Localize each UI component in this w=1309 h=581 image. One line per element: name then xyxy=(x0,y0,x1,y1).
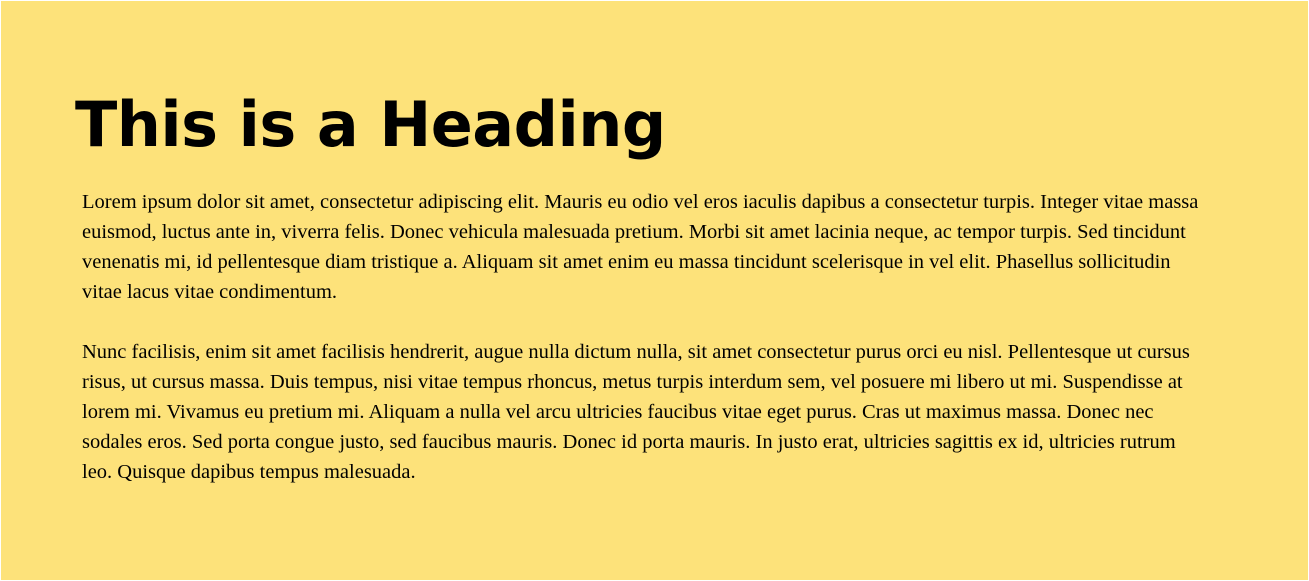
paragraph-1: Lorem ipsum dolor sit amet, consectetur adipiscing elit. Mauris eu odio vel eros iaculis dapibus a consectetur turpis. Integer vitae massa euismod, luctus ante in, viverra felis. Donec vehicula malesuada pretium. Morbi sit amet lacinia neque, ac tempor turpis. Sed tincidunt venenatis mi, id pellentesque diam tristique a. Aliquam sit amet enim eu massa tincidunt scelerisque in vel elit. Phasellus sollicitudin vitae lacus vitae condimentum. xyxy=(82,191,1199,303)
content-area xyxy=(75,85,1205,487)
page-heading: This is a Heading xyxy=(75,88,666,161)
paragraph-2: Nunc facilisis, enim sit amet facilisis hendrerit, augue nulla dictum nulla, sit amet consectetur purus orci eu nisl. Pellentesque ut cursus risus, ut cursus massa. Duis tempus, nisi vitae tempus rhoncus, metus turpis interdum sem, vel posuere mi libero ut mi. Suspendisse at lorem mi. Vivamus eu pretium mi. Aliquam a nulla vel arcu ultricies faucibus vitae eget purus. Cras ut maximus massa. Donec nec sodales eros. Sed porta congue justo, sed faucibus mauris. Donec id porta mauris. In justo erat, ultricies sagittis ex id, ultricies rutrum leo. Quisque dapibus tempus malesuada. xyxy=(82,341,1190,483)
page-background xyxy=(1,1,1308,580)
